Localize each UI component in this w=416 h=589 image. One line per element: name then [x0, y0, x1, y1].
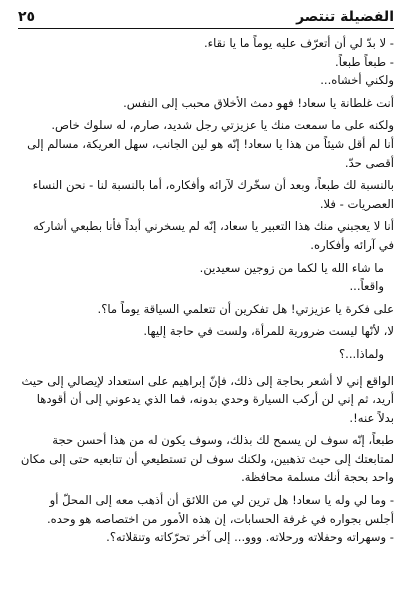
- dialogue-line: - لا بدّ لي أن أتعرّف عليه يوماً ما يا نقاء.: [203, 36, 394, 50]
- dialogue-line: لا، لأنّها ليست ضرورية للمرأة، ولست في حاجة إليها.: [143, 324, 394, 339]
- dialogue-line: طبعاً، إنّه سوف لن يسمح لك بذلك، وسوف يكون له من هذا أحسن حجة لمتابعتك إلى حيث تذهبين، ولكنك سوف لن تستطيعي أن تتابعيه حتى إلى مكان واحد بحجة أنك مسلمة محافظة.: [20, 433, 394, 485]
- body-text: [20, 34, 394, 547]
- dialogue-line: - وما لي وله يا سعاد! هل ترين لي من اللائق أن أذهب معه إلى المحلّ أو أجلس بجواره في غرفة الحسابات، إن هذه الأمور من اختصاصه هو وحده.: [46, 493, 394, 526]
- dialogue-line: أنت غلطانة يا سعاد! فهو دمث الأخلاق محبب إلى النفس.: [123, 95, 394, 110]
- dialogue-line: على فكرة يا عزيزتي! هل تفكرين أن تتعلمي السياقة يوماً ما؟.: [97, 301, 394, 316]
- dialogue-line: واقعاً...: [349, 279, 384, 294]
- running-title: الفضيلة تنتصر: [296, 9, 394, 25]
- dialogue-line: ما شاء الله يا لكما من زوجين سعيدين.: [199, 260, 384, 275]
- dialogue-line: أنا لم أقل شيئاً من هذا يا سعاد! إنّه هو لين الجانب، سهل العريكة، مسالم إلى أقصى حدّ.: [27, 136, 394, 170]
- dialogue-line: - وسهراته وحفلاته ورحلاته. ووو... إلى آخر تحرّكاته وتنقلاته؟.: [106, 530, 394, 545]
- dialogue-line: الواقع إني لا أشعر بحاجة إلى ذلك، فإنّ إبراهيم على استعداد لإيصالي إلى حيث أريد، ثم إني لن أركب السيارة وحدي بدونه، فما الذي يدعوني إلى أن أقودها بدلاً عنه!.: [21, 373, 394, 425]
- dialogue-line: ولكني أخشاه...: [320, 73, 394, 88]
- dialogue-line: أنا لا يعجبني منك هذا التعبير يا سعاد، إنّه لم يسخرني أبداً فأنا بطبعي أشاركه في آرائه وأفكاره.: [33, 219, 394, 252]
- dialogue-line: بالنسبة لك طبعاً، وبعد أن سخّرك لآرائه وأفكاره، أما بالنسبة لنا - نحن النساء العصريات - فلا.: [32, 178, 394, 211]
- header-divider: [18, 28, 394, 29]
- dialogue-line: ولماذا...؟: [339, 346, 384, 361]
- page-number: ٢٥: [18, 9, 36, 25]
- dialogue-line: ولكنه على ما سمعت منك يا عزيزتي رجل شديد، صارم، له سلوك خاص.: [51, 118, 394, 133]
- page-header: [18, 8, 394, 30]
- dialogue-line: - طبعاً طبعاً.: [335, 54, 394, 69]
